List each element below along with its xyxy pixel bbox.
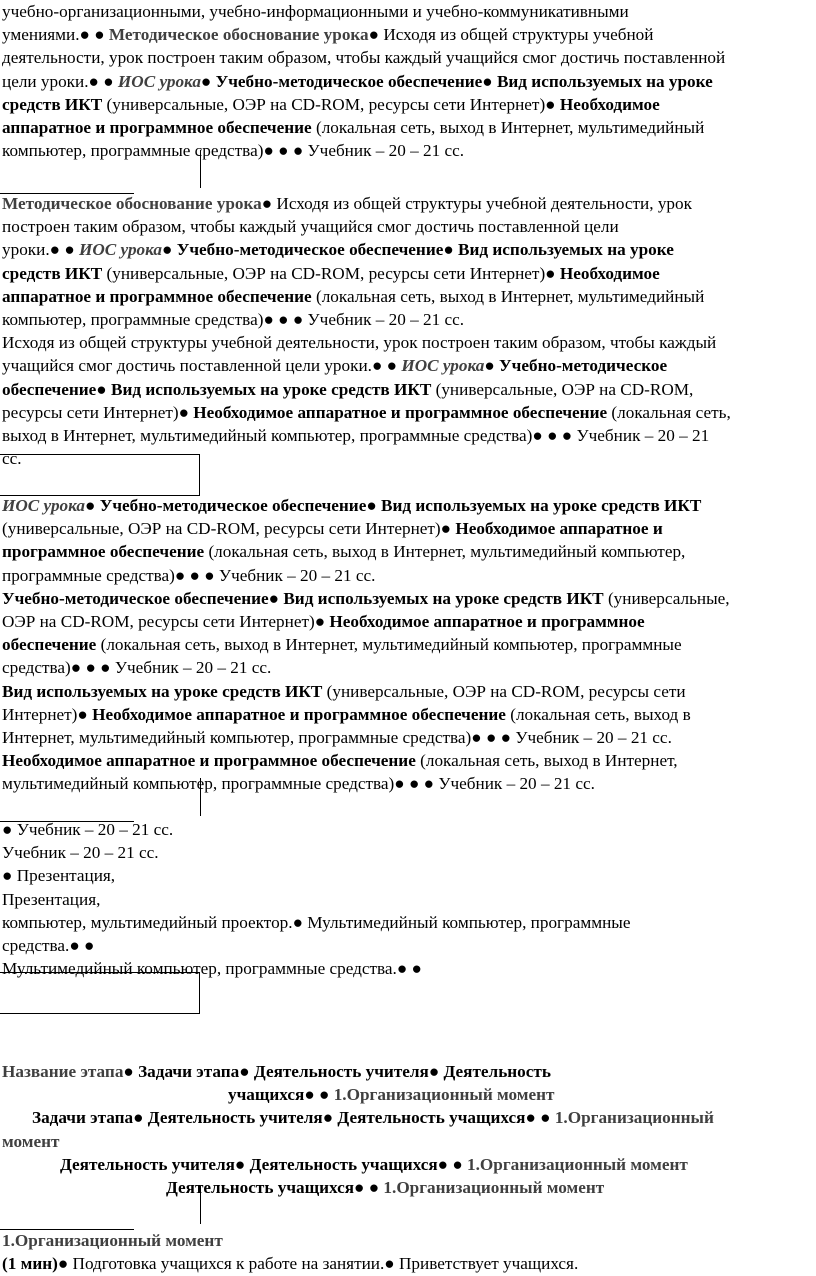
text: (локальная сеть, выход в Интернет, мультимедийный компьютер, программные [100, 635, 682, 655]
paragraph-4 [2, 818, 814, 980]
bullet-icon: ● [292, 912, 303, 932]
bullet-icon: ● [94, 25, 105, 45]
bullet-icon: ● [204, 565, 215, 585]
bullet-icon: ● [437, 1154, 449, 1174]
text: Учебник – 20 – 21 сс. [2, 843, 159, 863]
bold-text: Деятельность учителя [253, 1062, 429, 1081]
heading-text: Название этапа [2, 1062, 124, 1081]
bullet-icon: ● [263, 310, 274, 330]
bold-text: Вид используемых на уроке средств ИКТ [283, 588, 604, 608]
text: (локальная сеть, выход в [510, 704, 691, 724]
text: Учебник – 20 – 21 сс. [307, 141, 465, 161]
bold-text: Необходимое [559, 94, 660, 114]
text: Приветствует учащихся. [398, 1254, 579, 1274]
bullet-icon: ● [471, 728, 482, 748]
heading-text: 1.Организационный момент [467, 1154, 688, 1174]
bullet-icon: ● [396, 959, 408, 979]
bullet-icon: ● [371, 356, 383, 376]
bullet-icon: ● [70, 658, 82, 678]
text: компьютер, программные средства) [2, 310, 264, 330]
paragraph-6 [2, 1229, 814, 1275]
text: (локальная сеть, выход в Интернет, [420, 751, 678, 771]
text: выход в Интернет, мультимедийный компьютер, программные средства) [2, 426, 533, 446]
text: средства) [2, 658, 71, 678]
bold-text: Деятельность учащихся [166, 1178, 355, 1198]
bullet-icon: ● [354, 1178, 365, 1198]
text: мультимедийный компьютер, программные средства) [2, 774, 395, 794]
text-line [2, 285, 814, 308]
text-line [2, 1106, 814, 1129]
text-line [2, 610, 814, 633]
bullet-icon: ● [133, 1108, 144, 1128]
bullet-icon: ● [408, 774, 420, 794]
text-line [2, 46, 814, 69]
bullet-icon: ● [84, 936, 95, 956]
text-line [2, 703, 814, 726]
text: учащийся смог достичь поставленной цели уроки. [2, 356, 372, 376]
bullet-icon: ● [123, 1062, 134, 1081]
bullet-icon: ● [540, 1108, 551, 1128]
bold-text: обеспечение [2, 635, 97, 655]
text: ресурсы сети Интернет) [2, 402, 179, 422]
text: Мультимедийный компьютер, программные средства. [2, 959, 397, 979]
bullet-icon: ● [85, 496, 96, 515]
heading-text: Методическое обоснование урока [108, 25, 369, 45]
bullet-icon: ● [69, 936, 80, 956]
text-line [2, 1130, 814, 1153]
bold-text: Учебно-методическое обеспечение [2, 588, 269, 608]
text: Учебник – 20 – 21 [576, 426, 710, 446]
separator [0, 778, 200, 822]
text: учебно-организационными, учебно-информационными и учебно-коммуникативными [2, 2, 629, 21]
text-line [2, 934, 814, 957]
bullet-icon: ● [411, 959, 422, 979]
text-line [2, 238, 814, 261]
text-line [2, 911, 814, 934]
text-line [2, 0, 814, 23]
bullet-icon: ● [49, 240, 61, 260]
text-line [2, 633, 814, 656]
bullet-icon: ● [292, 141, 304, 161]
text-line [2, 517, 814, 540]
bullet-icon: ● [485, 728, 497, 748]
text-line [2, 93, 814, 116]
text-line [2, 749, 814, 772]
bullet-icon: ● [423, 774, 435, 794]
bold-text: Задачи этапа [32, 1108, 134, 1128]
bullet-icon: ● [384, 1254, 395, 1274]
bullet-icon: ● [234, 1154, 246, 1174]
bullet-icon: ● [268, 588, 280, 608]
text: Исходя из общей структуры учебной [383, 25, 654, 45]
bullet-icon: ● [368, 25, 380, 45]
separator-box [0, 454, 200, 496]
bold-text: Учебно-методическое обеспечение [215, 71, 483, 91]
bold-text: аппаратное и программное обеспечение [2, 118, 312, 138]
bullet-icon: ● [64, 240, 75, 260]
text-line [2, 1229, 814, 1252]
text: (локальная сеть, выход в Интернет, мультимедийный [315, 286, 705, 306]
bold-text: Учебно-методическое [499, 356, 668, 376]
text: цели уроки. [2, 71, 89, 91]
bullet-icon: ● [278, 310, 289, 330]
bullet-icon: ● [57, 1254, 69, 1274]
bullet-icon: ● [484, 356, 495, 376]
text-line [2, 424, 814, 447]
text-line [2, 331, 814, 354]
text-line [2, 70, 814, 93]
bullet-icon: ● [394, 774, 405, 794]
text: ОЭР на CD-ROM, ресурсы сети Интернет) [2, 612, 315, 632]
separator [0, 150, 200, 194]
bullet-icon: ● [96, 379, 107, 399]
bold-text: Вид используемых на уроке [496, 71, 713, 91]
bullet-icon: ● [77, 704, 88, 724]
bullet-icon: ● [319, 1085, 330, 1105]
bold-text: программное обеспечение [2, 542, 205, 562]
text: (универсальные, [607, 588, 730, 608]
bullet-icon: ● [103, 71, 114, 91]
text: средства. [2, 936, 70, 956]
bold-text: Учебно-методическое обеспечение [99, 496, 367, 515]
text: Интернет, мультимедийный компьютер, программные средства) [2, 728, 472, 748]
bold-text: Деятельность учащихся [249, 1154, 438, 1174]
bold-text: Задачи этапа [138, 1062, 240, 1081]
text: Исходя из общей структуры учебной деятельности, урок [276, 194, 692, 213]
bullet-icon: ● [292, 310, 304, 330]
paragraph-2 [2, 192, 814, 470]
bold-text: средств ИКТ [2, 263, 103, 283]
text-line [2, 564, 814, 587]
bullet-icon: ● [189, 565, 200, 585]
bold-text: Деятельность [443, 1062, 551, 1081]
bullet-icon: ● [322, 1108, 334, 1128]
bullet-icon: ● [88, 71, 99, 91]
text: компьютер, мультимедийный проектор. [2, 912, 293, 932]
text: Учебник – 20 – 21 сс. [438, 774, 595, 794]
separator-tick [200, 150, 201, 188]
text-line [2, 680, 814, 703]
text: деятельности, урок построен таким образом, чтобы каждый учащийся смог достичь поставленной [2, 48, 726, 68]
bullet-icon: ● [547, 426, 558, 446]
bullet-icon: ● [2, 820, 13, 839]
text-line [2, 192, 814, 215]
heading-text: ИОС урока [401, 356, 485, 376]
text-line [2, 23, 814, 46]
heading-text: 1.Организационный момент [383, 1178, 605, 1198]
bullet-icon: ● [314, 612, 326, 632]
heading-text: 1.Организационный момент [2, 1231, 223, 1250]
bullet-icon: ● [532, 426, 543, 446]
text: (универсальные, ОЭР на CD-ROM, ресурсы сети Интернет) [106, 263, 546, 283]
bullet-icon: ● [278, 141, 289, 161]
bold-text: средств ИКТ [2, 94, 103, 114]
text: построен таким образом, чтобы каждый учащийся смог достичь поставленной цели [2, 217, 619, 237]
bold-text: Учебно-методическое обеспечение [176, 240, 444, 260]
bold-text: Деятельность учителя [60, 1154, 235, 1174]
heading-text: ИОС урока [79, 240, 163, 260]
heading-text: 1.Организационный [554, 1108, 714, 1128]
text-line [2, 401, 814, 424]
bullet-icon: ● [428, 1062, 440, 1081]
paragraph-3 [2, 494, 814, 796]
text: умениями. [2, 25, 80, 45]
heading-text: 1.Организационный момент [333, 1085, 555, 1105]
bullet-icon: ● [162, 240, 173, 260]
text: Мультимедийный компьютер, программные [307, 912, 631, 932]
bullet-icon: ● [2, 866, 13, 886]
text: Учебник – 20 – 21 сс. [515, 728, 672, 748]
bullet-icon: ● [440, 519, 452, 539]
text-line [2, 841, 814, 864]
heading-text: Методическое обоснование урока [2, 194, 262, 213]
text-line [2, 1153, 814, 1176]
bold-text: Необходимое [559, 263, 660, 283]
bullet-icon: ● [263, 141, 274, 161]
bold-text: аппаратное и программное обеспечение [2, 286, 312, 306]
text-line [2, 818, 814, 841]
text-line [2, 1252, 814, 1275]
paragraph-5 [2, 1060, 814, 1199]
separator-tick [200, 1186, 201, 1224]
separator-tick [200, 778, 201, 816]
bullet-icon: ● [79, 25, 90, 45]
bold-text: Необходимое аппаратное и программное [329, 612, 645, 632]
text-line [2, 656, 814, 679]
bold-text: Необходимое аппаратное и программное обеспечение [92, 704, 506, 724]
text: компьютер, программные средства) [2, 141, 264, 161]
bullet-icon: ● [386, 356, 398, 376]
text: уроки. [2, 240, 50, 260]
bullet-icon: ● [545, 94, 556, 114]
bullet-icon: ● [200, 71, 212, 91]
bullet-icon: ● [178, 402, 189, 422]
text-line [2, 726, 814, 749]
bullet-icon: ● [239, 1062, 250, 1081]
text: (локальная сеть, выход в Интернет, мультимедийный компьютер, [208, 542, 686, 562]
bullet-icon: ● [174, 565, 186, 585]
bullet-icon: ● [545, 263, 556, 283]
bold-text: Необходимое аппаратное и программное обеспечение [2, 751, 416, 771]
bullet-icon: ● [482, 71, 493, 91]
bullet-icon: ● [443, 240, 454, 260]
text: сс. [2, 449, 22, 469]
text: (локальная сеть, [611, 402, 731, 422]
text-line [2, 587, 814, 610]
bullet-icon: ● [100, 658, 111, 678]
bold-text: Вид используемых на уроке средств ИКТ [381, 496, 702, 515]
heading-text: ИОС урока [2, 496, 86, 515]
text-line [2, 116, 814, 139]
bullet-icon: ● [366, 496, 377, 515]
text-line [2, 494, 814, 517]
text: Презентация, [2, 889, 101, 909]
text-line [2, 1060, 814, 1083]
bold-text: Вид используемых на уроке средств ИКТ [110, 379, 432, 399]
text: программные средства) [2, 565, 175, 585]
text-line [2, 215, 814, 238]
bold-text: Деятельность учителя [147, 1108, 323, 1128]
text: (универсальные, ОЭР на CD-ROM, ресурсы сети Интернет) [2, 519, 441, 539]
text: (универсальные, ОЭР на CD-ROM, ресурсы сети Интернет) [106, 94, 546, 114]
text: Учебник – 20 – 21 сс. [307, 310, 465, 330]
text: (универсальные, ОЭР на CD-ROM, ресурсы сети [326, 681, 686, 701]
text: Учебник – 20 – 21 сс. [218, 565, 376, 585]
bold-text: Вид используемых на уроке средств ИКТ [2, 681, 323, 701]
text: Интернет) [2, 704, 78, 724]
bold-text: Необходимое аппаратное и программное обеспечение [193, 402, 608, 422]
paragraph-1 [2, 0, 814, 162]
text-line [2, 378, 814, 401]
bold-text: Необходимое аппаратное и [455, 519, 663, 539]
text: Исходя из общей структуры учебной деятельности, урок построен таким образом, чтобы каждый [2, 333, 717, 353]
text: Презентация, [16, 866, 116, 886]
heading-text: ИОС урока [117, 71, 201, 91]
bullet-icon: ● [368, 1178, 380, 1198]
text: (универсальные, ОЭР на CD-ROM, [435, 379, 694, 399]
heading-text: момент [2, 1131, 60, 1151]
bold-text: Деятельность учащихся [337, 1108, 526, 1128]
text-line [2, 540, 814, 563]
text: (локальная сеть, выход в Интернет, мультимедийный [315, 118, 705, 138]
text-line [2, 262, 814, 285]
text-line [2, 308, 814, 331]
bullet-icon: ● [500, 728, 512, 748]
separator-box [0, 972, 200, 1014]
bold-text: учащихся [228, 1085, 305, 1105]
bullet-icon: ● [261, 194, 273, 213]
text-line [2, 864, 814, 887]
bullet-icon: ● [85, 658, 96, 678]
separator [0, 1186, 200, 1230]
bullet-icon: ● [561, 426, 573, 446]
bold-text: (1 мин) [2, 1254, 58, 1274]
text-line [2, 1083, 814, 1106]
text: Подготовка учащихся к работе на занятии. [72, 1254, 385, 1274]
bullet-icon: ● [304, 1085, 315, 1105]
text: Учебник – 20 – 21 сс. [114, 658, 272, 678]
text: Учебник – 20 – 21 сс. [16, 820, 174, 839]
bullet-icon: ● [452, 1154, 463, 1174]
text-line [2, 354, 814, 377]
bold-text: Вид используемых на уроке [458, 240, 674, 260]
bold-text: обеспечение [2, 379, 97, 399]
text-line [2, 888, 814, 911]
bullet-icon: ● [525, 1108, 536, 1128]
